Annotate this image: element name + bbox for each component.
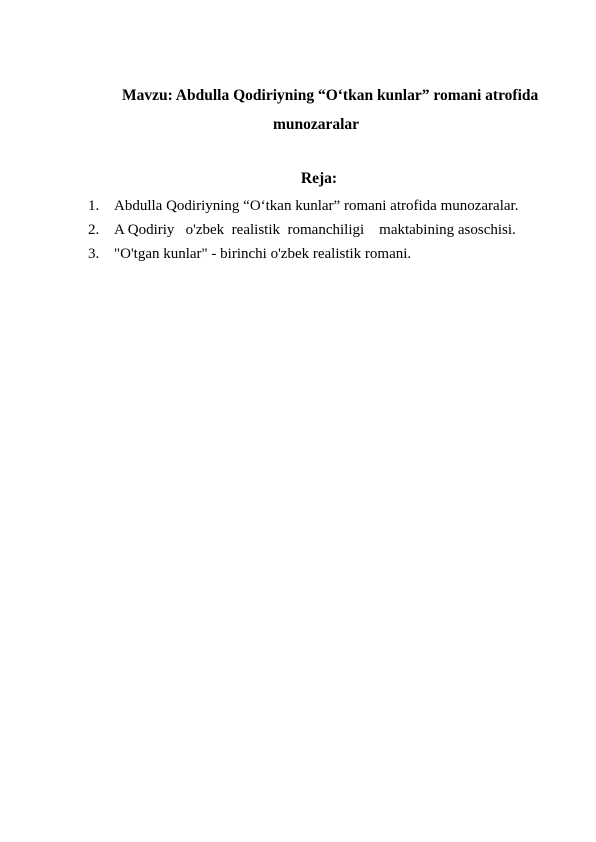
plan-list [88, 194, 518, 266]
document-title-line-1: Mavzu: Abdulla Qodiriyning “O‘tkan kunlar” romani atrofida [122, 87, 539, 104]
plan-item-number: 2. [88, 222, 100, 238]
plan-item-text: A Qodiriy o'zbek realistik romanchiligi maktabining asoschisi. [114, 222, 516, 238]
plan-item-text: Abdulla Qodiriyning “O‘tkan kunlar” romani atrofida munozaralar. [114, 198, 519, 214]
document-title-line-2: munozaralar [272, 116, 360, 133]
plan-item-number: 3. [88, 246, 100, 262]
plan-heading: Reja: [300, 170, 338, 187]
plan-item-number: 1. [88, 198, 100, 214]
plan-item-text: "O'tgan kunlar" - birinchi o'zbek realistik romani. [114, 246, 412, 262]
plan-item-1 [88, 194, 518, 218]
plan-item-3 [88, 242, 518, 266]
plan-item-2 [88, 218, 518, 242]
